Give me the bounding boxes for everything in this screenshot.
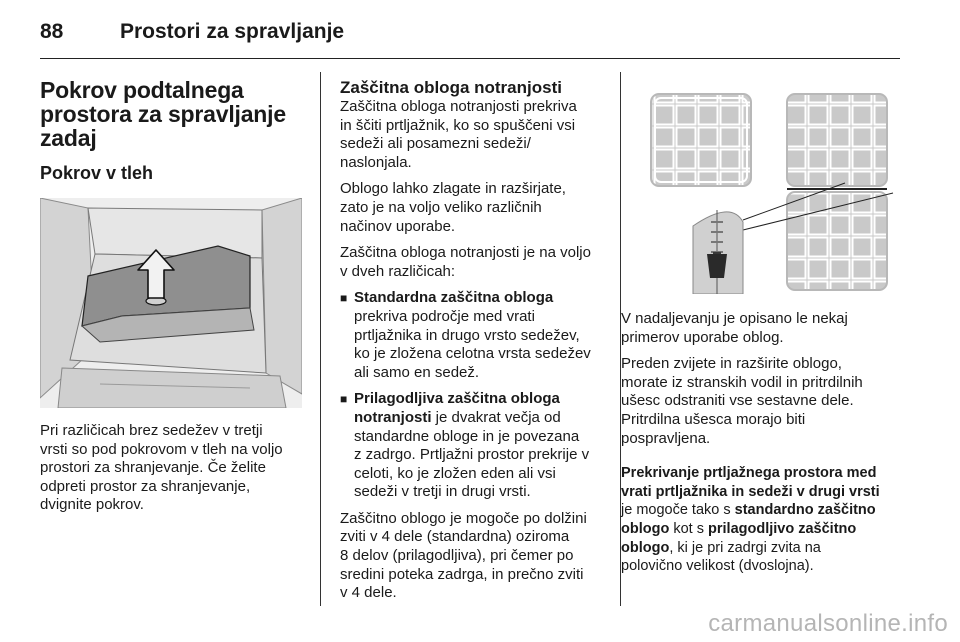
body-paragraph: Zaščitna obloga notranjosti prekriva in ščiti prtljažnik, ko so spuščeni vsi sedeži ali posamezni sedeži/ naslonjala. xyxy=(340,98,577,171)
body-paragraph: Preden zvijete in razširite oblogo, morate iz stranskih vodil in pritrdilnih ušesc odstraniti vse sestavne dele. Pritrdilna ušesca morajo biti pospravljena. xyxy=(621,355,863,447)
list-item: ■ Prilagodljiva zaščitna obloga notranjosti je dvakrat večja od standardne obloge in je povezana z zadrgo. Prtljažni prostor prekrije v celoti, ko je zložen eden ali vsi sedeži v tretji in drugi vrsti. xyxy=(340,390,590,501)
header-rule xyxy=(40,58,900,59)
subsection-heading: Pokrov v tleh xyxy=(40,163,154,183)
protective-cover-illustration xyxy=(631,82,907,294)
body-paragraph: Zaščitna obloga notranjosti je na voljo v dveh različicah: xyxy=(340,244,591,280)
column-right xyxy=(621,72,903,576)
body-paragraph: Oblogo lahko zlagate in razširjate, zato je na voljo veliko različnih načinov uporabe. xyxy=(340,180,566,235)
page-number: 88 xyxy=(40,20,64,43)
running-title: Prostori za spravljanje xyxy=(120,20,345,43)
bullet-marker: ■ xyxy=(340,291,348,306)
page-header xyxy=(40,20,900,60)
trunk-floor-cover-illustration xyxy=(40,198,302,408)
variant-list xyxy=(340,289,602,502)
section-heading: Zaščitna obloga notranjosti xyxy=(340,78,562,97)
body-paragraph: Pri različicah brez sedežev v tretji vrsti so pod pokrovom v tleh na voljo prostori za shranjevanje. Če želite odpreti prostor za shranjevanje, dvignite pokrov. xyxy=(40,422,283,514)
cover-panels-zipper-drawing xyxy=(631,82,907,294)
column-left xyxy=(40,72,302,515)
section-heading: Pokrov podtalnega prostora za spravljanje zadaj xyxy=(40,77,286,151)
bullet-marker: ■ xyxy=(340,392,348,407)
trunk-floor-cover-drawing xyxy=(40,198,302,408)
body-paragraph: Zaščitno oblogo je mogoče po dolžini zviti v 4 dele (standardna) oziroma 8 delov (prilagodljiva), pri čemer po sredini poteka zadrga, in prečno zviti v 4 dele. xyxy=(340,509,587,602)
column-divider xyxy=(320,72,321,606)
body-paragraph: Prekrivanje prtljažnega prostora med vrati prtljažnika in sedeži v drugi vrsti je mogoče tako s standardno zaščitno oblogo kot s prilagodljivo zaščitno oblogo, ki je pri zadrgi zvita na polovično velikost (dvoslojna). xyxy=(621,465,880,575)
body-paragraph: V nadaljevanju je opisano le nekaj primerov uporabe oblog. xyxy=(621,310,848,346)
list-item: ■ Standardna zaščitna obloga prekriva področje med vrati prtljažnika in drugo vrsto sedežev, ko je zložena celotna vrsta sedežev ali samo en sedež. xyxy=(340,289,591,381)
column-middle xyxy=(340,72,602,603)
watermark: carmanualsonline.info xyxy=(708,610,948,637)
